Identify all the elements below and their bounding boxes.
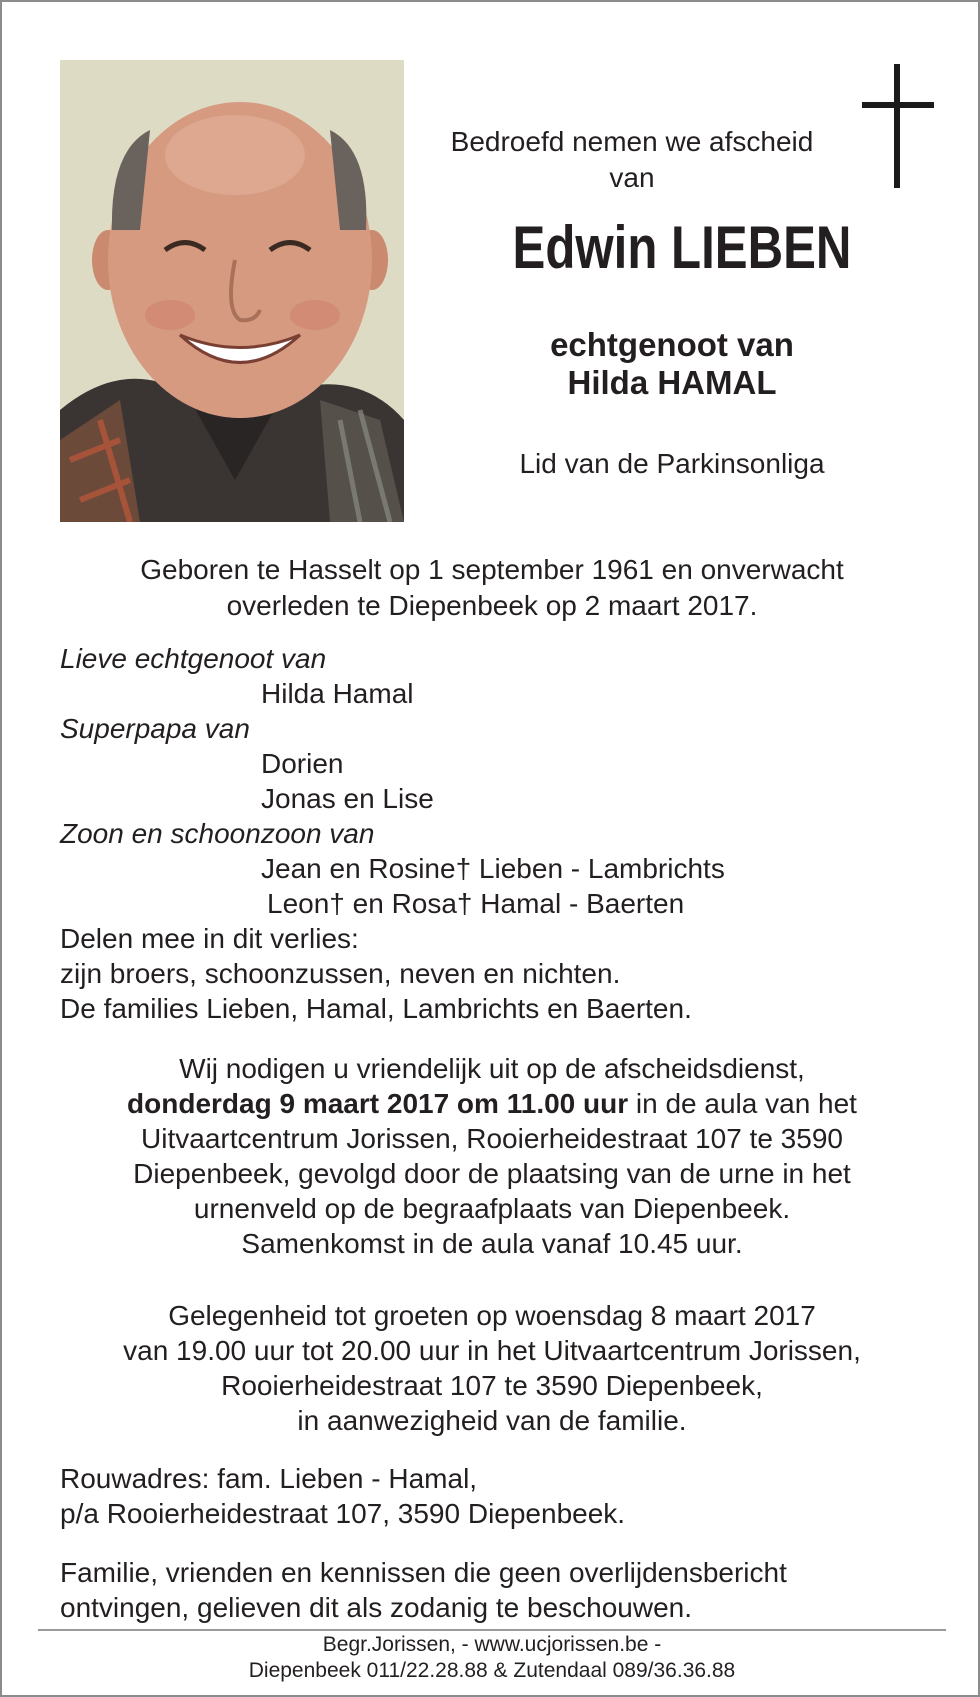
portrait-illustration xyxy=(60,60,404,522)
intro-text xyxy=(422,124,842,196)
share-line-1: Delen mee in dit verlies: xyxy=(60,923,359,954)
service-line-1: Wij nodigen u vriendelijk uit op de afscheidsdienst, xyxy=(179,1053,805,1084)
relation-child-1: Dorien xyxy=(261,748,344,779)
service-line-4: Diepenbeek, gevolgd door de plaatsing van de urne in het xyxy=(133,1158,851,1189)
intro-line-1: Bedroefd nemen we afscheid xyxy=(450,126,814,157)
visitation-text xyxy=(42,1298,942,1438)
relation-spouse: Hilda Hamal xyxy=(261,678,414,709)
service-date: donderdag 9 maart 2017 om 11.00 uur xyxy=(127,1088,629,1119)
visitation-line-3: Rooierheidestraat 107 te 3590 Diepenbeek, xyxy=(221,1370,763,1401)
birth-line-2: overleden te Diepenbeek op 2 maart 2017. xyxy=(226,590,758,621)
address-line-1: Rouwadres: fam. Lieben - Hamal, xyxy=(60,1463,478,1494)
deceased-name: Edwin LIEBEN xyxy=(512,214,852,281)
spouse-heading xyxy=(462,326,882,402)
service-line-2-rest: in de aula van het xyxy=(628,1088,857,1119)
footer-line-1: Begr.Jorissen, - www.ucjorissen.be - xyxy=(322,1633,662,1656)
service-line-5: urnenveld op de begraafplaats van Diepenbeek. xyxy=(193,1193,791,1224)
footer-line-2: Diepenbeek 011/22.28.88 & Zutendaal 089/36.36.88 xyxy=(248,1659,736,1682)
spouse-line-1: echtgenoot van xyxy=(550,326,794,363)
visitation-line-4: in aanwezigheid van de familie. xyxy=(297,1405,687,1436)
visitation-line-1: Gelegenheid tot groeten op woensdag 8 maart 2017 xyxy=(168,1300,816,1331)
service-text xyxy=(42,1051,942,1261)
label-parents: Zoon en schoonzoon van xyxy=(60,818,375,849)
footer xyxy=(42,1632,942,1684)
relation-parents-2: Leon† en Rosa† Hamal - Baerten xyxy=(267,888,685,919)
label-children: Superpapa van xyxy=(60,713,250,744)
footer-divider xyxy=(38,1629,946,1631)
portrait-photo xyxy=(60,60,404,522)
birth-line-1: Geboren te Hasselt op 1 september 1961 en onverwacht xyxy=(140,554,844,585)
relation-child-2: Jonas en Lise xyxy=(261,783,434,814)
service-line-3: Uitvaartcentrum Jorissen, Rooierheidestraat 107 te 3590 xyxy=(141,1123,843,1154)
service-line-2 xyxy=(42,1086,942,1121)
membership-text: Lid van de Parkinsonliga xyxy=(519,448,825,479)
address-line-2: p/a Rooierheidestraat 107, 3590 Diepenbeek. xyxy=(60,1498,626,1529)
label-spouse: Lieve echtgenoot van xyxy=(60,643,327,674)
share-line-2: zijn broers, schoonzussen, neven en nichten. xyxy=(60,958,621,989)
intro-line-2: van xyxy=(609,162,655,193)
cross-icon xyxy=(862,64,934,188)
share-line-3: De families Lieben, Hamal, Lambrichts en Baerten. xyxy=(60,993,692,1024)
notice-line-1: Familie, vrienden en kennissen die geen overlijdensbericht xyxy=(60,1557,787,1588)
birth-death-text xyxy=(62,552,922,624)
notice-line-2: ontvingen, gelieven dit als zodanig te beschouwen. xyxy=(60,1592,692,1623)
visitation-line-2: van 19.00 uur tot 20.00 uur in het Uitvaartcentrum Jorissen, xyxy=(123,1335,861,1366)
spouse-line-2: Hilda HAMAL xyxy=(567,364,777,401)
relation-parents-1: Jean en Rosine† Lieben - Lambrichts xyxy=(261,853,725,884)
service-line-6: Samenkomst in de aula vanaf 10.45 uur. xyxy=(241,1228,743,1259)
